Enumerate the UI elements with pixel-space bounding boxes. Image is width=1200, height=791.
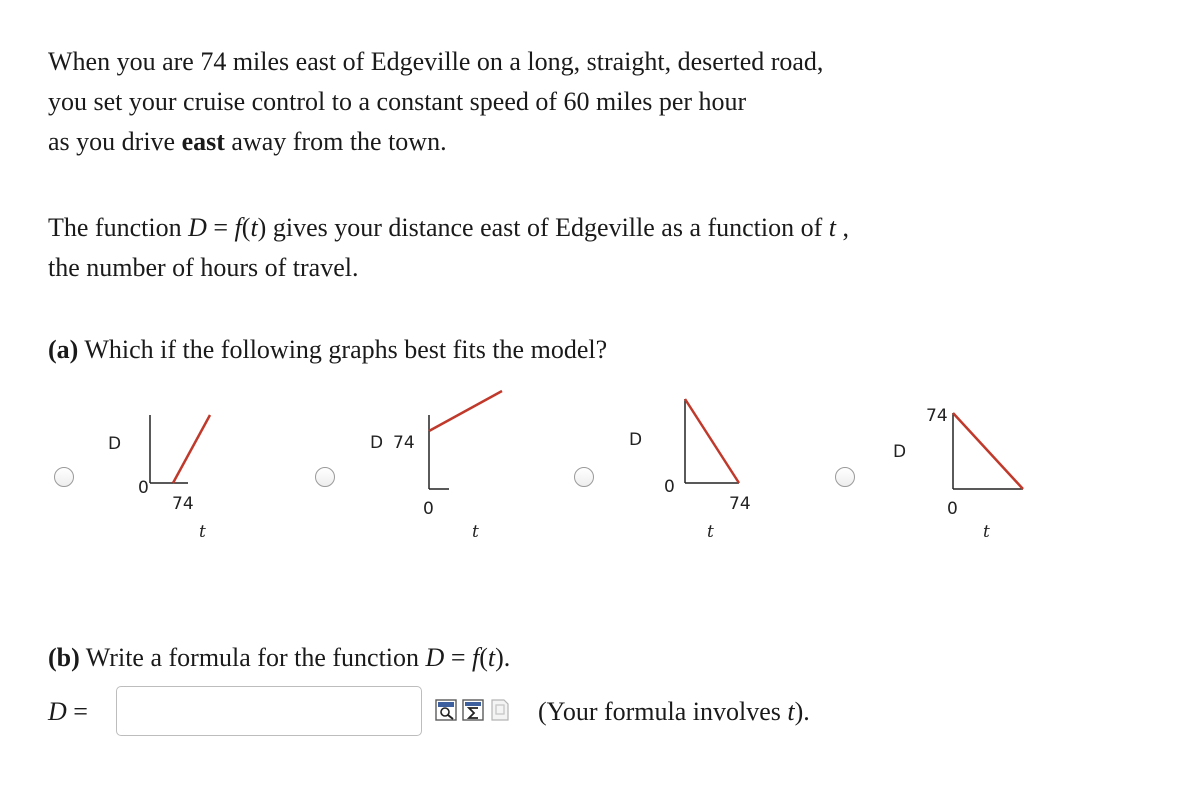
graph-option-2 [365, 385, 515, 545]
part-a-question: (a) Which if the following graphs best fits the model? [48, 335, 608, 364]
t-axis-label: t [983, 522, 990, 542]
graph-option-4 [885, 385, 1035, 545]
t-axis-label: t [707, 522, 714, 542]
t-axis-label: t [472, 522, 479, 542]
graph-line [953, 413, 1023, 489]
sigma-icon[interactable] [462, 699, 484, 721]
graph-option-3-radio[interactable] [574, 467, 594, 487]
d-axis-label: D [893, 442, 907, 462]
part-b-question: (b) Write a formula for the function D = f(t). [48, 643, 511, 672]
problem-statement [48, 42, 823, 162]
part-b-label: (b) [48, 643, 80, 672]
function-description-line-2: the number of hours of travel. [48, 253, 359, 282]
origin-label: 0 [423, 499, 434, 519]
graph-option-3 [625, 385, 775, 545]
d-axis-label: D [370, 433, 384, 453]
graph-line [685, 399, 739, 483]
graph-option-4-radio[interactable] [835, 467, 855, 487]
tick-label: 74 [393, 433, 415, 453]
tick-label: 74 [729, 494, 751, 514]
d-axis-label: D [629, 430, 643, 450]
origin-label: 0 [664, 477, 675, 497]
origin-label: 0 [947, 499, 958, 519]
d-axis-label: D [108, 434, 122, 454]
function-description: The function D = f(t) gives your distance east of Edgeville as a function of t , the number of hours of travel. [48, 213, 850, 282]
tick-label: 74 [172, 494, 194, 514]
graph-option-1 [100, 385, 250, 545]
tick-label: 74 [926, 406, 948, 426]
t-axis-label: t [199, 522, 206, 542]
help-page-icon[interactable] [489, 699, 511, 721]
graph-option-2-radio[interactable] [315, 467, 335, 487]
graph-option-1-radio[interactable] [54, 467, 74, 487]
part-a-label: (a) [48, 335, 79, 364]
preview-icon[interactable] [435, 699, 457, 721]
problem-line-2: you set your cruise control to a constant speed of 60 miles per hour [48, 87, 747, 116]
problem-line-1: When you are 74 miles east of Edgeville on a long, straight, deserted road, [48, 47, 824, 76]
east-bold: east [181, 127, 225, 156]
graph-line [173, 415, 210, 483]
answer-label: D = [48, 697, 88, 726]
origin-label: 0 [138, 478, 149, 498]
graph-line [429, 391, 502, 431]
formula-hint: (Your formula involves t). [538, 697, 810, 726]
formula-answer-input[interactable] [116, 686, 422, 736]
problem-line-3: as you drive east away from the town. [48, 127, 447, 156]
